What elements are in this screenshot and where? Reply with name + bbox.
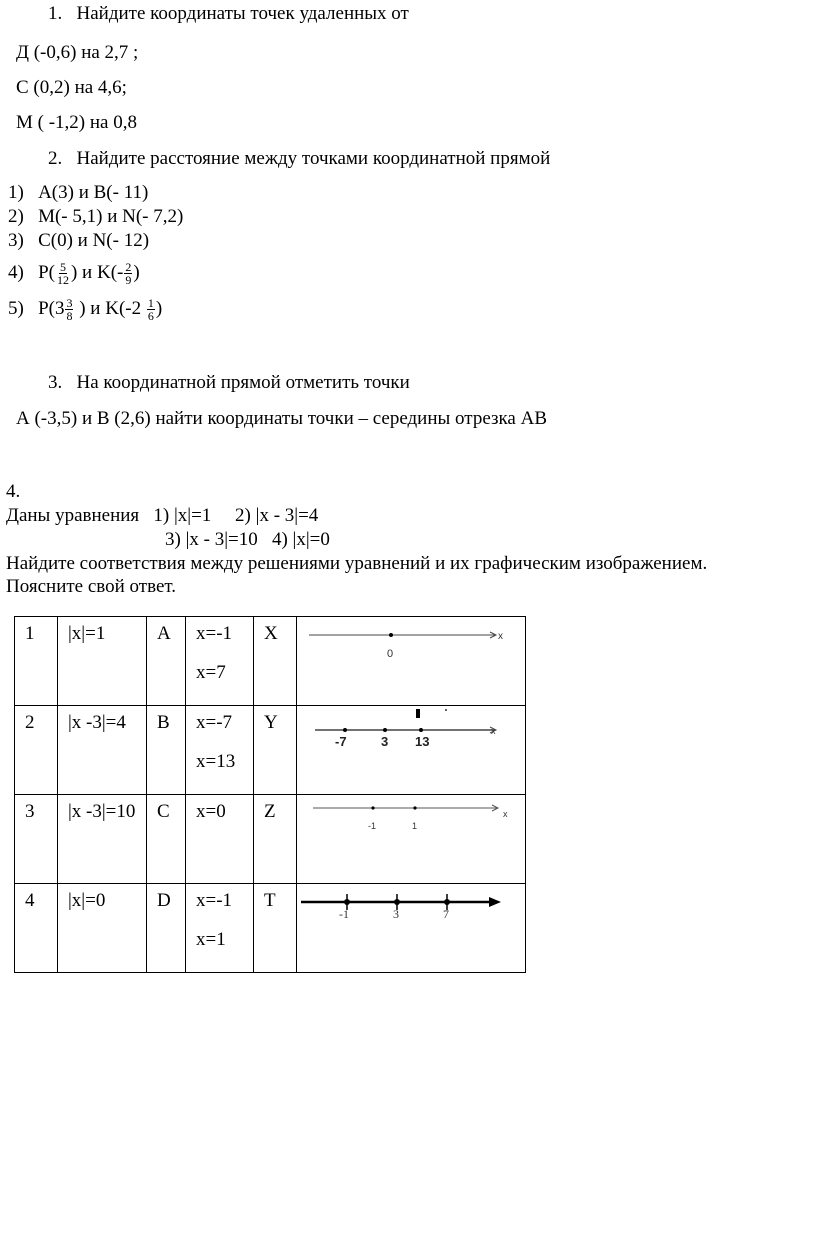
row-letter: D [147, 884, 186, 973]
row-value: x=13 [196, 751, 236, 772]
fraction-2 [124, 261, 132, 286]
row-equation: |x|=0 [58, 884, 147, 973]
fraction-1 [56, 261, 70, 286]
row-values [186, 706, 254, 795]
table-row [15, 706, 526, 795]
row-letter: A [147, 617, 186, 706]
task2-item-2 [8, 206, 183, 228]
axis-label: x [491, 726, 496, 736]
row-number: 4 [15, 884, 58, 973]
task4-line-1: Даны уравнения 1) |x|=1 2) |x - 3|=4 [6, 505, 319, 526]
fraction-denominator: 9 [125, 273, 132, 288]
row-equation: |x -3|=10 [58, 795, 147, 884]
task3-heading [48, 372, 410, 394]
task3-number: 3. [48, 372, 63, 393]
number-line-point [343, 728, 347, 732]
task2-number: 2. [48, 148, 63, 169]
row-values [186, 795, 254, 884]
item-text: С(0) и N(- 12) [38, 230, 150, 251]
number-line-point [344, 899, 350, 905]
fraction-numerator: 3 [66, 296, 73, 311]
tick-label: -1 [368, 821, 377, 831]
table-row [15, 884, 526, 973]
number-line-point [383, 728, 387, 732]
number-line-z-svg [297, 795, 515, 884]
fraction-numerator: 2 [125, 260, 132, 275]
row-graph-letter: Y [254, 706, 297, 795]
number-line-point [444, 899, 450, 905]
task1-line-1: Д (-0,6) на 2,7 ; [16, 42, 139, 63]
row-equation: |x -3|=4 [58, 706, 147, 795]
fraction-numerator: 5 [59, 260, 66, 275]
fraction-1 [65, 297, 73, 322]
fraction-numerator: 1 [147, 296, 154, 311]
item-text: А(3) и В(- 11) [38, 182, 149, 203]
task2-item-5 [8, 294, 162, 324]
row-value: x=-7 [196, 712, 233, 733]
task2-item-4 [8, 258, 140, 288]
tick-label: 1 [412, 821, 418, 831]
row-value: x=-1 [196, 890, 233, 911]
item-number: 4) [8, 262, 24, 283]
item-text-c: ) [155, 298, 163, 319]
item-text-a: P(3 [38, 298, 65, 319]
tick-label: -7 [335, 734, 347, 749]
row-letter: C [147, 795, 186, 884]
task4-line-3: Найдите соответствия между решениями уравнений и их графическим изображением. [6, 553, 708, 574]
fraction-denominator: 8 [66, 309, 73, 324]
stray-dot [445, 709, 447, 711]
task1-line-2: С (0,2) на 4,6; [16, 77, 127, 98]
item-text-a: P( [38, 262, 55, 283]
number-line-point [394, 899, 400, 905]
fraction-denominator: 12 [56, 273, 69, 288]
number-line-t-svg [297, 884, 515, 973]
task2-title: Найдите расстояние между точками координатной прямой [76, 148, 551, 169]
number-line-t [297, 884, 526, 973]
task4-line-4: Поясните свой ответ. [6, 576, 177, 597]
tick-label: 7 [443, 907, 449, 921]
item-text-b: ) и K(-2 [74, 298, 146, 319]
item-number: 3) [8, 230, 24, 251]
task4-number: 4. [6, 481, 21, 502]
number-line-y-svg [297, 706, 515, 795]
task2-item-3 [8, 230, 149, 252]
row-number: 2 [15, 706, 58, 795]
tick-label: 13 [415, 734, 430, 749]
tick-label: -1 [339, 907, 349, 921]
row-value: x=7 [196, 662, 226, 683]
row-value: x=-1 [196, 623, 233, 644]
task2-item-1 [8, 182, 148, 204]
row-values [186, 884, 254, 973]
task2-heading [48, 148, 550, 170]
item-number: 5) [8, 298, 24, 319]
axis-label: x [503, 809, 508, 819]
item-number: 1) [8, 182, 24, 203]
table-row [15, 617, 526, 706]
item-text: М(- 5,1) и N(- 7,2) [38, 206, 184, 227]
number-line-y [297, 706, 526, 795]
stray-mark [416, 709, 420, 718]
number-line-point [419, 728, 423, 732]
number-line-z [297, 795, 526, 884]
axis-label: x [498, 631, 503, 642]
task3-title: На координатной прямой отметить точки [76, 372, 410, 393]
row-values [186, 617, 254, 706]
number-line-x [297, 617, 526, 706]
task1-heading [48, 3, 409, 25]
fraction-denominator: 6 [147, 309, 154, 324]
task1-line-3: М ( -1,2) на 0,8 [16, 112, 137, 133]
tick-label: 3 [381, 734, 389, 749]
number-line-point [389, 633, 393, 637]
tick-label: 0 [387, 648, 394, 660]
item-text-b: ) и K(- [70, 262, 124, 283]
row-letter: B [147, 706, 186, 795]
number-line-point [413, 806, 416, 809]
row-number: 1 [15, 617, 58, 706]
item-text-c: ) [133, 262, 140, 283]
task1-number: 1. [48, 3, 63, 24]
number-line-x-svg [297, 617, 515, 706]
table-row [15, 795, 526, 884]
fraction-2 [147, 297, 155, 322]
number-line-point [371, 806, 374, 809]
row-graph-letter: X [254, 617, 297, 706]
row-value: x=1 [196, 929, 226, 950]
task1-title: Найдите координаты точек удаленных от [76, 3, 409, 24]
row-graph-letter: Z [254, 795, 297, 884]
row-number: 3 [15, 795, 58, 884]
row-graph-letter: T [254, 884, 297, 973]
row-equation: |x|=1 [58, 617, 147, 706]
task4-line-2: 3) |x - 3|=10 4) |x|=0 [165, 529, 330, 550]
task3-line: А (-3,5) и В (2,6) найти координаты точки – середины отрезка АВ [16, 408, 548, 429]
item-number: 2) [8, 206, 24, 227]
row-value: x=0 [196, 801, 226, 822]
matching-table [14, 616, 526, 973]
tick-label: 3 [393, 907, 399, 921]
